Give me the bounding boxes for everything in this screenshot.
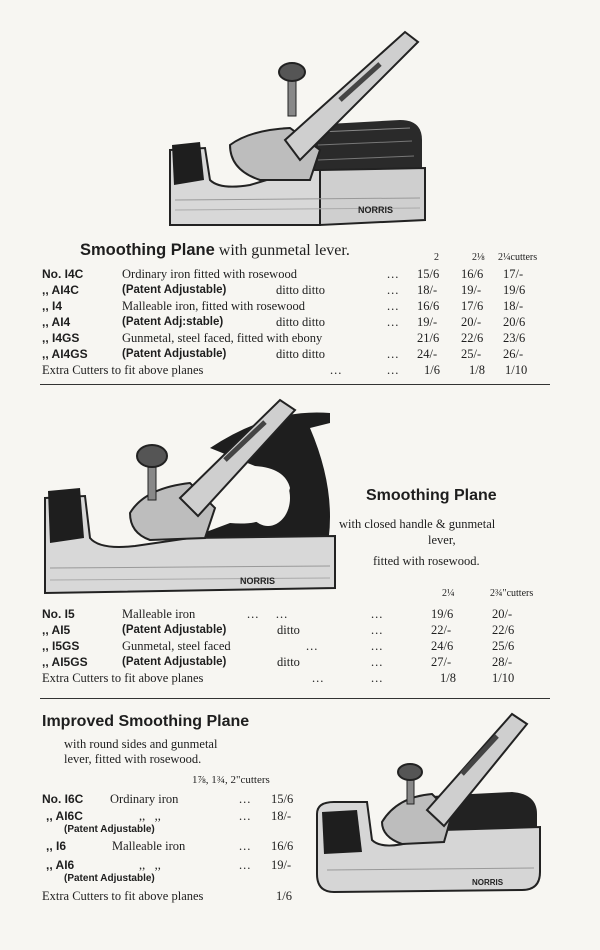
table-row: ,, AI6 ,, ,, ... 19/- <box>46 858 292 872</box>
section2-desc-line3: fitted with rosewood. <box>373 554 480 568</box>
table-row: ,, I6 Malleable iron ... 16/6 <box>46 839 294 853</box>
table-row: No. I6C Ordinary iron ... 15/6 <box>42 792 294 806</box>
table-row: ,, AI5 (Patent Adjustable) ditto ... 22/- 22/6 <box>42 623 515 637</box>
extra-cutters-row: Extra Cutters to fit above planes ... ... 1/6 1/8 1/10 <box>42 363 528 377</box>
maker-stamp: NORRIS <box>358 205 394 215</box>
extra-cutters-row: Extra Cutters to fit above planes 1/6 <box>42 889 292 903</box>
section3-desc-line1: with round sides and gunmetal <box>64 737 218 751</box>
table-row: ,, I5GS Gunmetal, steel faced ... ... 24/6 25/6 <box>42 639 515 653</box>
section2-column-headers: 2¼ 2¾"cutters <box>442 588 534 599</box>
table-row-subnote: (Patent Adjustable) <box>64 873 155 884</box>
smoothing-plane-gunmetal-lever-illustration <box>160 20 460 235</box>
table-row: ,, I4GS Gunmetal, steel faced, fitted with ebony 21/6 22/6 23/6 <box>42 331 526 345</box>
section1-column-headers: 2 2⅛ 2¼cutters <box>434 252 538 263</box>
smoothing-plane-closed-handle-illustration <box>40 388 345 598</box>
section3-title: Improved Smoothing Plane <box>42 713 250 730</box>
section3-desc-line2: lever, fitted with rosewood. <box>64 752 202 766</box>
section3-column-header: 1⅞, 1¾, 2"cutters <box>192 774 270 786</box>
section1-title: Smoothing Plane with gunmetal lever. <box>80 241 350 259</box>
table-row: ,, AI4C (Patent Adjustable) ditto ditto ... 18/- 19/- 19/6 <box>42 283 526 297</box>
table-row-subnote: (Patent Adjustable) <box>64 824 155 835</box>
section-divider <box>40 384 550 385</box>
extra-cutters-row: Extra Cutters to fit above planes ... ... 1/8 1/10 <box>42 671 515 685</box>
maker-stamp: NORRIS <box>240 576 276 586</box>
maker-stamp: NORRIS <box>472 878 504 887</box>
table-row: ,, AI4 (Patent Adj:stable) ditto ditto ... 19/- 20/- 20/6 <box>42 315 526 329</box>
section2-desc-line1: with closed handle & gunmetal <box>339 517 496 531</box>
table-row: ,, AI6C ,, ,, ... 18/- <box>46 809 292 823</box>
table-row: No. I5 Malleable iron ... ... ... 19/6 20/- <box>42 607 513 621</box>
table-row: No. I4C Ordinary iron fitted with rosewood ... 15/6 16/6 17/- <box>42 267 524 281</box>
table-row: ,, I4 Malleable iron, fitted with rosewood ... 16/6 17/6 18/- <box>42 299 524 313</box>
section2-desc-line2: lever, <box>428 533 456 547</box>
section-divider <box>40 698 550 699</box>
table-row: ,, AI5GS (Patent Adjustable) ditto ... 27/- 28/- <box>42 655 513 669</box>
table-row: ,, AI4GS (Patent Adjustable) ditto ditto ... 24/- 25/- 26/- <box>42 347 524 361</box>
improved-smoothing-plane-illustration <box>312 702 552 897</box>
section2-title: Smoothing Plane <box>366 487 497 504</box>
